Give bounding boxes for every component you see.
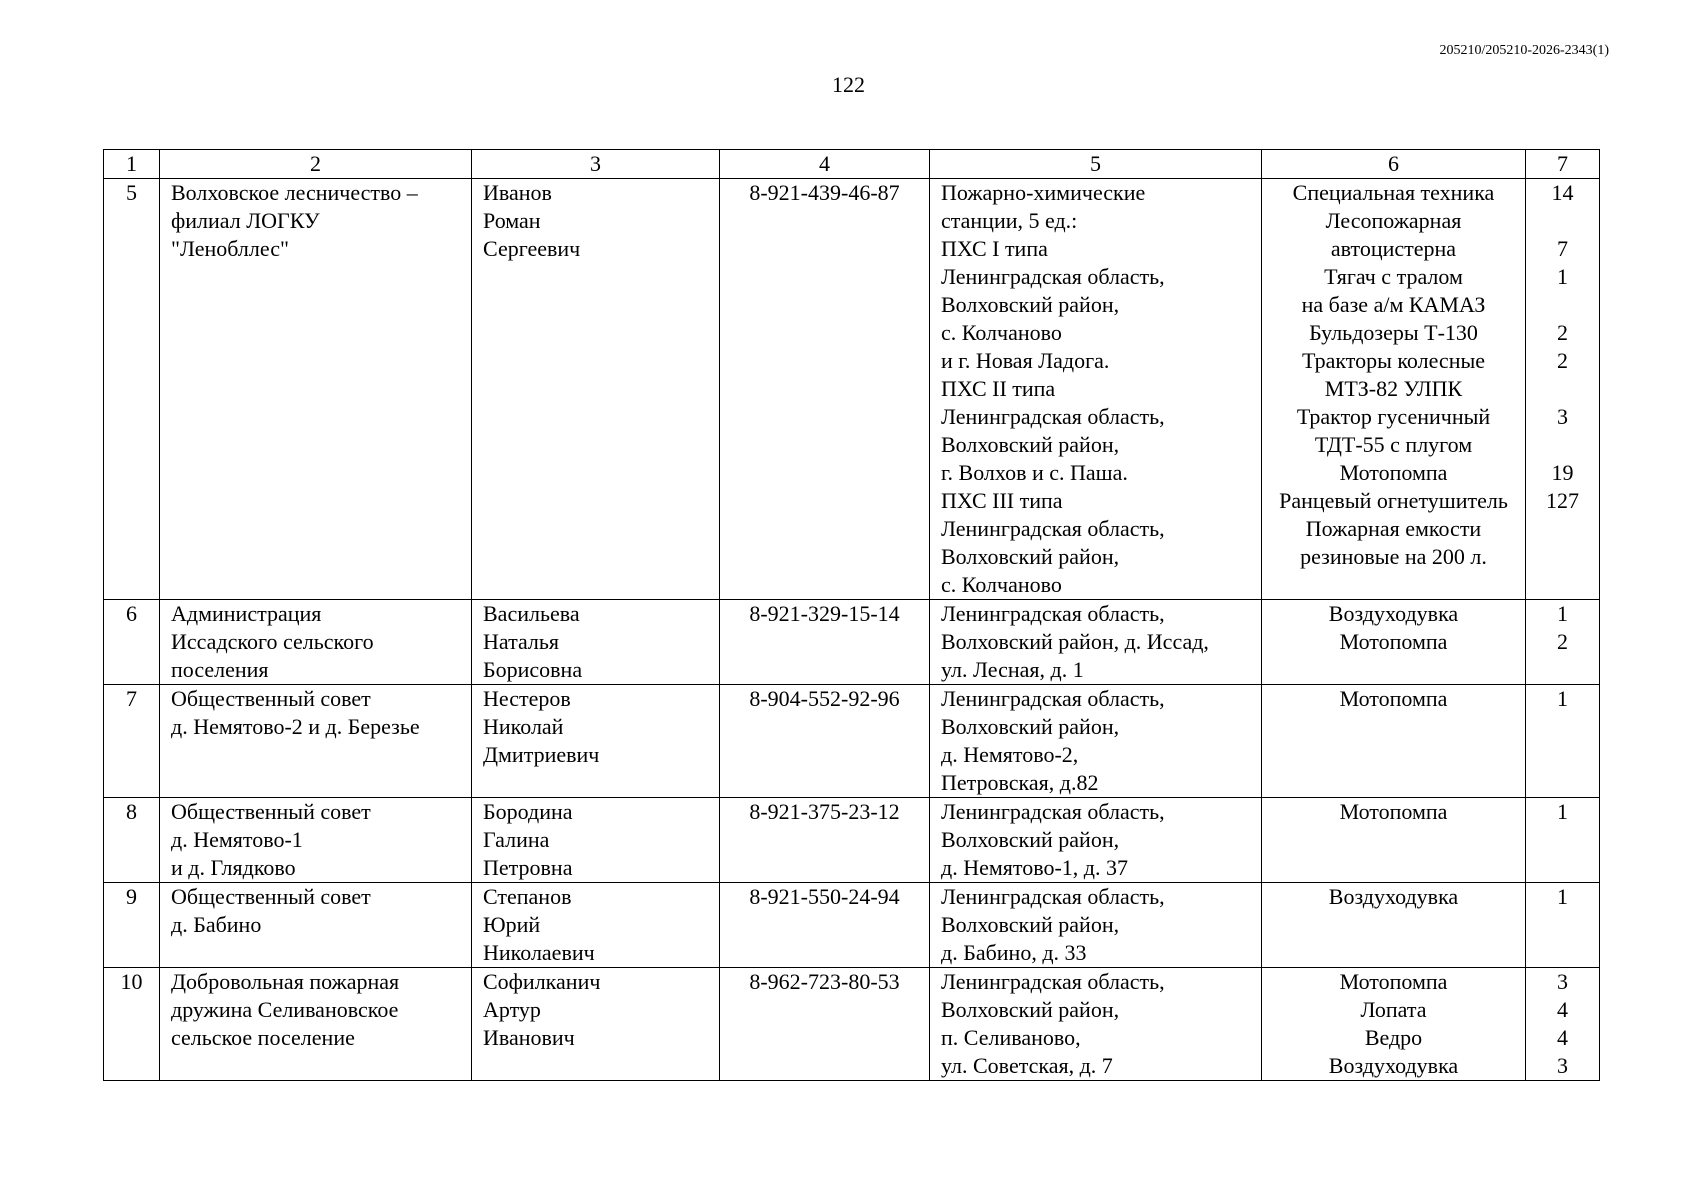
responsible-person-line: Николай: [483, 714, 564, 739]
quantity-cell: [1526, 685, 1600, 798]
equipment-line: Бульдозеры Т-130: [1309, 320, 1478, 345]
organization-line: д. Немятово-1: [171, 827, 303, 852]
phone-cell: 8-904-552-92-96: [720, 685, 930, 798]
address-line: Петровская, д.82: [941, 770, 1099, 795]
address-line: ПХС III типа: [941, 488, 1063, 513]
quantity-line: [1528, 207, 1597, 235]
address-line: Пожарно-химические: [941, 180, 1146, 205]
quantity-cell: [1526, 798, 1600, 883]
document-code: 205210/205210-2026-2343(1): [1439, 43, 1609, 58]
organization-cell: [160, 685, 472, 798]
address-line: ул. Советская, д. 7: [941, 1053, 1113, 1078]
responsible-person-line: Николаевич: [483, 940, 595, 965]
equipment-cell: [1262, 179, 1526, 600]
equipment-line: Воздуходувка: [1328, 1053, 1459, 1078]
address-line: с. Колчаново: [941, 320, 1062, 345]
responsible-person-line: Наталья: [483, 629, 560, 654]
responsible-person-line: Борисовна: [483, 657, 583, 682]
equipment-line: на базе а/м КАМАЗ: [1301, 292, 1486, 317]
header-col-1: 1: [104, 150, 160, 179]
equipment-line: Мотопомпа: [1339, 629, 1448, 654]
table-row: [104, 179, 1600, 600]
address-line: Ленинградская область,: [941, 264, 1165, 289]
row-number-cell: 6: [104, 600, 160, 685]
organization-line: Общественный совет: [171, 799, 371, 824]
organization-cell: [160, 883, 472, 968]
equipment-cell: [1262, 798, 1526, 883]
header-row: [104, 150, 1600, 179]
equipment-line: Мотопомпа: [1339, 969, 1448, 994]
table-header: [104, 150, 1600, 179]
row-number-cell: 10: [104, 968, 160, 1081]
address-line: Волховский район,: [941, 544, 1120, 569]
quantity-line: 127: [1546, 488, 1579, 513]
address-line: Ленинградская область,: [941, 404, 1165, 429]
responsible-person-cell: [472, 685, 720, 798]
responsible-person-line: Софилканич: [483, 969, 601, 994]
row-number-cell: 7: [104, 685, 160, 798]
responsible-person-line: Нестеров: [483, 686, 571, 711]
responsible-person-cell: [472, 883, 720, 968]
quantity-line: 1: [1557, 686, 1568, 711]
organization-line: Общественный совет: [171, 884, 371, 909]
address-line: д. Немятово-2,: [941, 742, 1079, 767]
address-line: Волховский район, д. Иссад,: [941, 629, 1209, 654]
organization-line: Администрация: [171, 601, 322, 626]
address-line: Ленинградская область,: [941, 601, 1165, 626]
organization-cell: [160, 968, 472, 1081]
equipment-table: [103, 149, 1600, 1081]
equipment-line: Ведро: [1364, 1025, 1423, 1050]
equipment-cell: [1262, 685, 1526, 798]
table-row: [104, 883, 1600, 968]
table-row: [104, 600, 1600, 685]
address-line: Ленинградская область,: [941, 799, 1165, 824]
responsible-person-line: Степанов: [483, 884, 572, 909]
address-cell: [930, 968, 1262, 1081]
header-col-3: 3: [472, 150, 720, 179]
phone-cell: 8-921-329-15-14: [720, 600, 930, 685]
address-line: д. Бабино, д. 33: [941, 940, 1087, 965]
address-cell: [930, 600, 1262, 685]
header-col-5: 5: [930, 150, 1262, 179]
quantity-line: 1: [1557, 601, 1568, 626]
address-cell: [930, 883, 1262, 968]
organization-line: "Ленобллес": [171, 236, 289, 261]
header-col-7: 7: [1526, 150, 1600, 179]
table-row: [104, 968, 1600, 1081]
responsible-person-line: Юрий: [483, 912, 541, 937]
equipment-line: Пожарная емкости: [1305, 516, 1482, 541]
organization-line: д. Бабино: [171, 912, 262, 937]
equipment-cell: [1262, 968, 1526, 1081]
quantity-line: 3: [1557, 969, 1568, 994]
equipment-line: Ранцевый огнетушитель: [1279, 488, 1508, 513]
responsible-person-line: Роман: [483, 208, 541, 233]
quantity-line: 3: [1557, 1053, 1568, 1078]
responsible-person-line: Бородина: [483, 799, 573, 824]
address-cell: [930, 179, 1262, 600]
equipment-line: Трактор гусеничный: [1296, 404, 1491, 429]
organization-line: дружина Селивановское: [171, 997, 399, 1022]
equipment-line: Тракторы колесные: [1301, 348, 1486, 373]
responsible-person-cell: [472, 798, 720, 883]
phone-cell: 8-921-550-24-94: [720, 883, 930, 968]
equipment-line: Лесопожарная: [1325, 208, 1462, 233]
address-line: с. Колчаново: [941, 572, 1062, 597]
header-col-6: 6: [1262, 150, 1526, 179]
organization-line: Иссадского сельского: [171, 629, 374, 654]
address-line: Волховский район,: [941, 714, 1120, 739]
equipment-line: Мотопомпа: [1339, 460, 1448, 485]
equipment-cell: [1262, 600, 1526, 685]
organization-line: поселения: [171, 657, 269, 682]
organization-line: филиал ЛОГКУ: [171, 208, 320, 233]
page-number: 122: [832, 72, 865, 97]
table-body: [104, 179, 1600, 1081]
quantity-cell: [1526, 179, 1600, 600]
header-col-4: 4: [720, 150, 930, 179]
responsible-person-cell: [472, 600, 720, 685]
address-line: Ленинградская область,: [941, 969, 1165, 994]
responsible-person-line: Иванович: [483, 1025, 575, 1050]
equipment-line: МТЗ-82 УЛПК: [1324, 376, 1463, 401]
quantity-line: 1: [1557, 264, 1568, 289]
equipment-line: Специальная техника: [1292, 180, 1495, 205]
quantity-cell: [1526, 968, 1600, 1081]
equipment-line: Воздуходувка: [1328, 601, 1459, 626]
equipment-line: Мотопомпа: [1339, 799, 1448, 824]
equipment-line: Тягач с тралом: [1324, 264, 1463, 289]
responsible-person-line: Васильева: [483, 601, 580, 626]
address-line: п. Селиваново,: [941, 1025, 1081, 1050]
address-line: и г. Новая Ладога.: [941, 348, 1110, 373]
phone-cell: 8-921-439-46-87: [720, 179, 930, 600]
organization-cell: [160, 600, 472, 685]
organization-line: Добровольная пожарная: [171, 969, 400, 994]
responsible-person-line: Дмитриевич: [483, 742, 600, 767]
quantity-line: [1528, 375, 1597, 403]
equipment-line: автоцистерна: [1330, 236, 1457, 261]
phone-cell: 8-962-723-80-53: [720, 968, 930, 1081]
quantity-line: 14: [1551, 180, 1574, 205]
quantity-line: [1528, 291, 1597, 319]
responsible-person-cell: [472, 968, 720, 1081]
address-line: станции, 5 ед.:: [941, 208, 1078, 233]
address-line: Волховский район,: [941, 912, 1120, 937]
address-line: г. Волхов и с. Паша.: [941, 460, 1128, 485]
responsible-person-cell: [472, 179, 720, 600]
quantity-line: 19: [1551, 460, 1574, 485]
organization-cell: [160, 798, 472, 883]
quantity-line: 7: [1557, 236, 1568, 261]
quantity-line: 2: [1557, 629, 1568, 654]
header-col-2: 2: [160, 150, 472, 179]
organization-cell: [160, 179, 472, 600]
quantity-line: 1: [1557, 884, 1568, 909]
equipment-line: ТДТ-55 с плугом: [1314, 432, 1473, 457]
address-line: Волховский район,: [941, 827, 1120, 852]
quantity-cell: [1526, 883, 1600, 968]
responsible-person-line: Галина: [483, 827, 550, 852]
row-number-cell: 5: [104, 179, 160, 600]
responsible-person-line: Петровна: [483, 855, 573, 880]
organization-line: и д. Глядково: [171, 855, 296, 880]
phone-cell: 8-921-375-23-12: [720, 798, 930, 883]
quantity-cell: [1526, 600, 1600, 685]
table-row: [104, 798, 1600, 883]
organization-line: Общественный совет: [171, 686, 371, 711]
equipment-line: Лопата: [1360, 997, 1427, 1022]
address-cell: [930, 798, 1262, 883]
organization-line: д. Немятово-2 и д. Березье: [171, 714, 420, 739]
row-number-cell: 9: [104, 883, 160, 968]
responsible-person-line: Сергеевич: [483, 236, 581, 261]
address-line: Волховский район,: [941, 292, 1120, 317]
equipment-line: Воздуходувка: [1328, 884, 1459, 909]
quantity-line: 1: [1557, 799, 1568, 824]
address-line: Волховский район,: [941, 997, 1120, 1022]
address-line: Ленинградская область,: [941, 884, 1165, 909]
equipment-line: резиновые на 200 л.: [1300, 544, 1487, 569]
responsible-person-line: Иванов: [483, 180, 552, 205]
address-line: ул. Лесная, д. 1: [941, 657, 1084, 682]
row-number-cell: 8: [104, 798, 160, 883]
quantity-line: 3: [1557, 404, 1568, 429]
address-line: Ленинградская область,: [941, 516, 1165, 541]
quantity-line: 4: [1557, 997, 1568, 1022]
quantity-line: 2: [1557, 320, 1568, 345]
address-line: Волховский район,: [941, 432, 1120, 457]
address-line: ПХС I типа: [941, 236, 1048, 261]
address-line: д. Немятово-1, д. 37: [941, 855, 1128, 880]
responsible-person-line: Артур: [483, 997, 541, 1022]
quantity-line: 4: [1557, 1025, 1568, 1050]
quantity-line: 2: [1557, 348, 1568, 373]
address-cell: [930, 685, 1262, 798]
equipment-cell: [1262, 883, 1526, 968]
organization-line: Волховское лесничество –: [171, 180, 418, 205]
address-line: ПХС II типа: [941, 376, 1056, 401]
table-row: [104, 685, 1600, 798]
quantity-line: [1528, 431, 1597, 459]
address-line: Ленинградская область,: [941, 686, 1165, 711]
organization-line: сельское поселение: [171, 1025, 355, 1050]
equipment-line: Мотопомпа: [1339, 686, 1448, 711]
